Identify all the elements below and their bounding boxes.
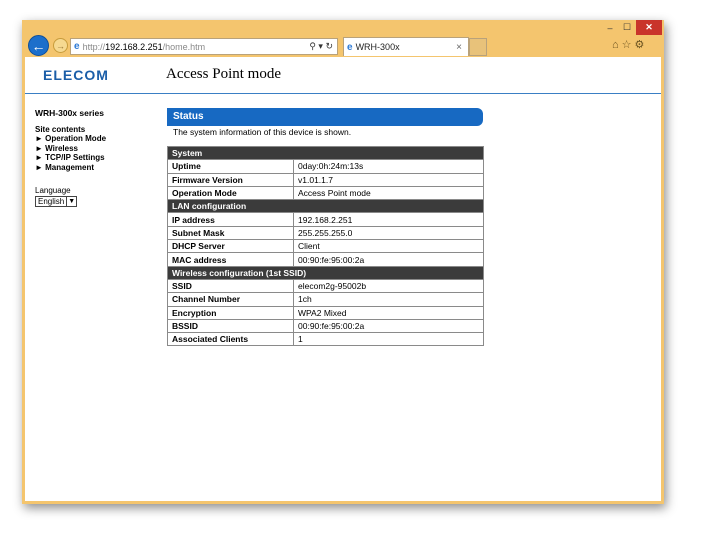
- table-row: [168, 160, 484, 173]
- row-value: 0day:0h:24m:13s: [294, 160, 484, 173]
- minimize-button[interactable]: –: [607, 22, 613, 33]
- row-value: 00:90:fe:95:00:2a: [294, 319, 484, 332]
- row-label: BSSID: [168, 319, 294, 332]
- ie-page-icon: e: [74, 41, 80, 52]
- row-value: v1.01.1.7: [294, 173, 484, 186]
- elecom-logo: ELECOM: [43, 67, 109, 83]
- status-heading: Status: [167, 108, 483, 126]
- page-title: Access Point mode: [166, 66, 281, 82]
- row-value: 1ch: [294, 293, 484, 306]
- row-label: Operation Mode: [168, 186, 294, 199]
- row-label: Uptime: [168, 160, 294, 173]
- row-label: Channel Number: [168, 293, 294, 306]
- ie-tab-icon: e: [347, 41, 353, 53]
- language-select[interactable]: [35, 196, 77, 207]
- tab-close-icon[interactable]: ×: [456, 41, 462, 53]
- table-row: [168, 226, 484, 239]
- row-value: Access Point mode: [294, 186, 484, 199]
- status-table: [167, 146, 484, 346]
- status-description: The system information of this device is shown.: [173, 127, 352, 137]
- row-label: DHCP Server: [168, 240, 294, 253]
- close-window-button[interactable]: ✕: [636, 20, 662, 35]
- table-row: [168, 253, 484, 266]
- model-name: WRH-300x series: [35, 108, 104, 118]
- sidebar-item-management[interactable]: ► Management: [35, 162, 95, 172]
- table-row: [168, 319, 484, 332]
- page-content: [25, 57, 661, 501]
- sidebar-item-wireless[interactable]: ► Wireless: [35, 143, 78, 153]
- sidebar: [35, 108, 106, 207]
- url-host: 192.168.2.251: [105, 41, 163, 52]
- row-label: Subnet Mask: [168, 226, 294, 239]
- address-bar[interactable]: [70, 38, 338, 55]
- row-value: elecom2g-95002b: [294, 279, 484, 292]
- row-value: WPA2 Mixed: [294, 306, 484, 319]
- row-label: SSID: [168, 279, 294, 292]
- new-tab-button[interactable]: [469, 38, 487, 56]
- table-row: [168, 186, 484, 199]
- row-value: Client: [294, 240, 484, 253]
- site-contents-heading: Site contents: [35, 125, 86, 134]
- row-value: 192.168.2.251: [294, 213, 484, 226]
- table-row: [168, 293, 484, 306]
- table-row: [168, 240, 484, 253]
- section-system: System: [168, 147, 484, 160]
- back-button[interactable]: [28, 35, 49, 56]
- address-tools-icons[interactable]: ⚲ ▾ ↻: [309, 41, 333, 51]
- forward-button[interactable]: [53, 38, 68, 53]
- row-value: 1: [294, 333, 484, 346]
- sidebar-item-tcpip-settings[interactable]: ► TCP/IP Settings: [35, 153, 105, 162]
- section-wireless-configuration: Wireless configuration (1st SSID): [168, 266, 484, 279]
- sidebar-item-operation-mode[interactable]: ► Operation Mode: [35, 134, 107, 143]
- row-label: IP address: [168, 213, 294, 226]
- chevron-down-icon: ▼: [66, 197, 76, 207]
- table-row: [168, 173, 484, 186]
- header-divider: [25, 93, 661, 94]
- row-value: 00:90:fe:95:00:2a: [294, 253, 484, 266]
- url-path: /home.htm: [162, 41, 206, 52]
- table-row: [168, 213, 484, 226]
- language-label: Language: [35, 186, 71, 195]
- tab-wrh-300x[interactable]: [343, 37, 469, 56]
- home-favorites-settings-icons[interactable]: ⌂☆⚙: [612, 39, 648, 51]
- arrow-right-icon: →: [56, 40, 65, 51]
- maximize-button[interactable]: ☐: [622, 22, 632, 32]
- table-row: [168, 279, 484, 292]
- row-label: Firmware Version: [168, 173, 294, 186]
- url-scheme: http://: [82, 41, 106, 52]
- language-value: English: [38, 197, 65, 206]
- row-label: MAC address: [168, 253, 294, 266]
- row-value: 255.255.255.0: [294, 226, 484, 239]
- browser-window: [22, 20, 664, 504]
- arrow-left-icon: ←: [31, 37, 46, 54]
- table-row: [168, 333, 484, 346]
- row-label: Encryption: [168, 306, 294, 319]
- tab-title: WRH-300x: [355, 42, 400, 52]
- row-label: Associated Clients: [168, 333, 294, 346]
- section-lan-configuration: LAN configuration: [168, 200, 484, 213]
- table-row: [168, 306, 484, 319]
